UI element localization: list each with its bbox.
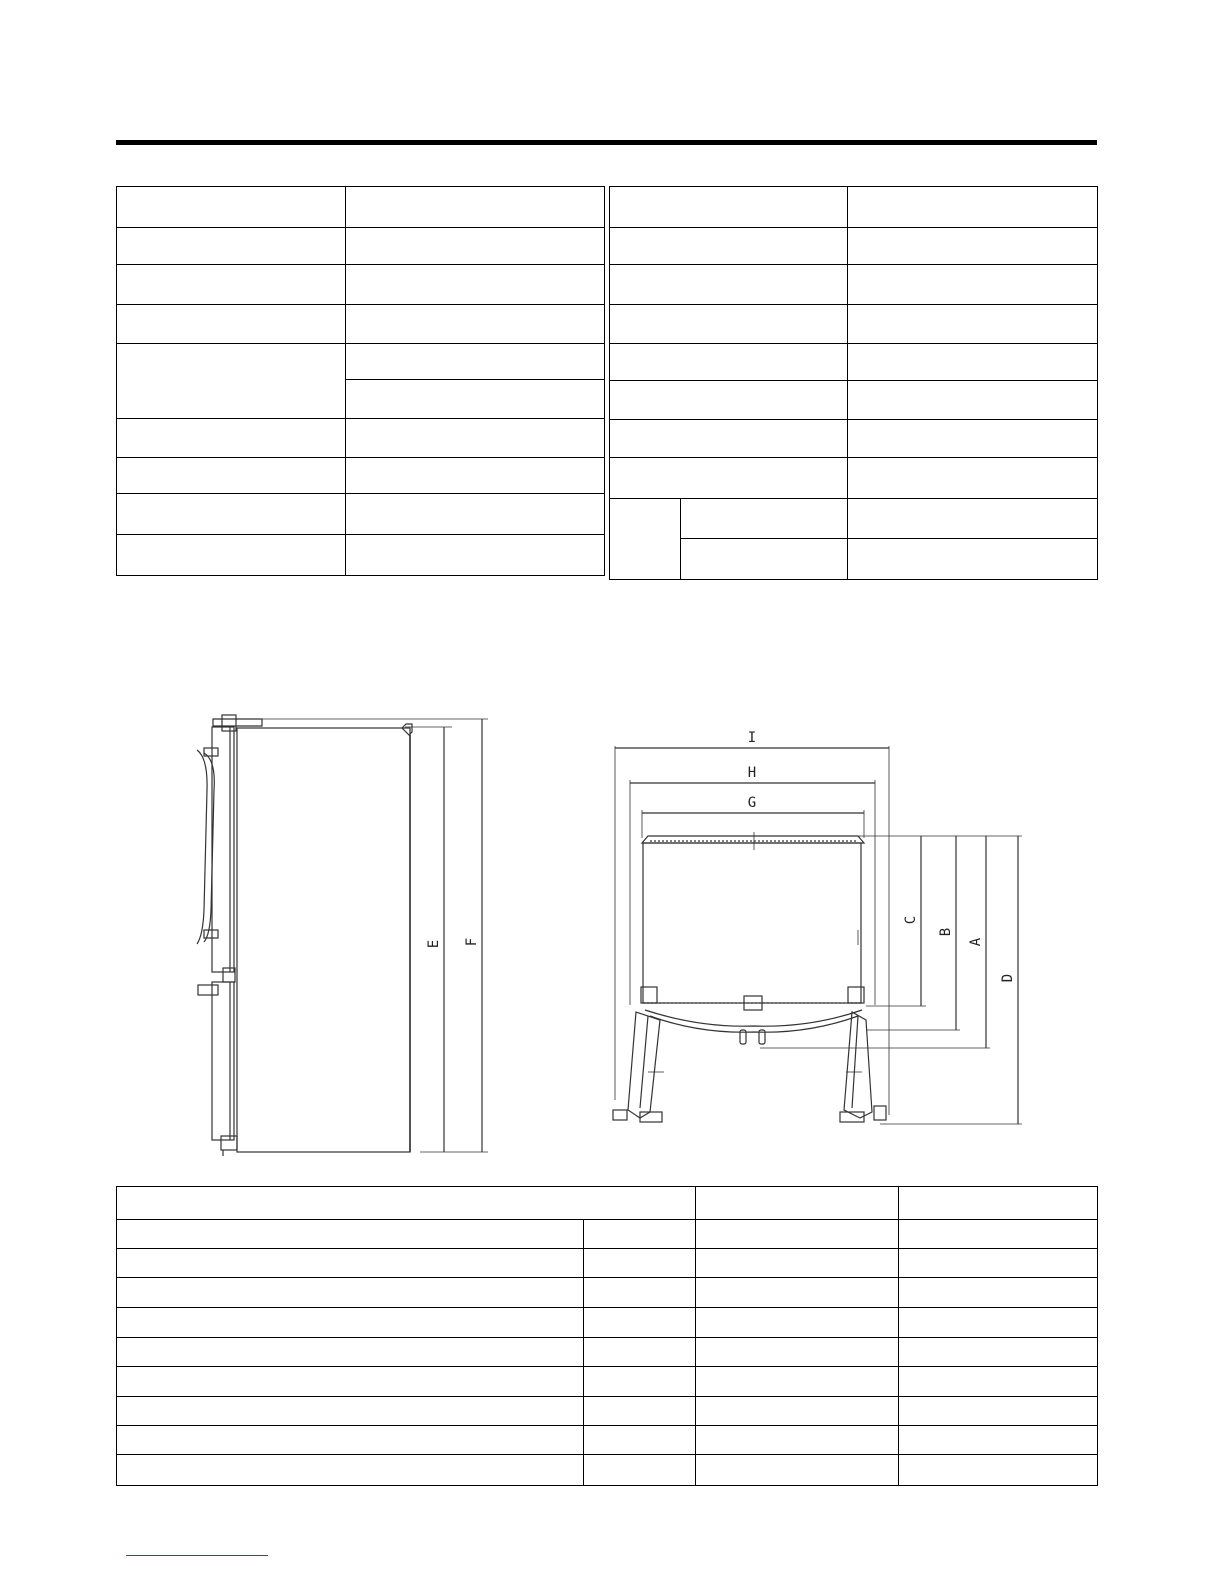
dim-header-cell <box>696 1187 899 1220</box>
footer-link-underline[interactable] <box>126 1555 268 1556</box>
dimension-label-i: I <box>747 730 757 746</box>
dim-cell <box>584 1455 696 1486</box>
dim-cell <box>696 1367 899 1397</box>
dim-cell <box>117 1308 584 1338</box>
dim-cell <box>584 1338 696 1367</box>
lower-door <box>212 982 234 1140</box>
dimensions-table <box>116 1186 1098 1486</box>
front-cabinet <box>643 843 861 1003</box>
dim-cell <box>584 1220 696 1249</box>
upper-door <box>212 727 234 972</box>
dimension-label-f: F <box>464 937 480 947</box>
dim-cell <box>584 1397 696 1426</box>
top-cover <box>213 719 262 726</box>
dimension-label-d: D <box>1000 973 1016 983</box>
side-cabinet <box>237 728 410 1152</box>
dim-cell <box>899 1367 1098 1397</box>
side-view-drawing <box>197 715 488 1156</box>
handle-mount-bottom <box>204 930 218 938</box>
dim-cell <box>584 1278 696 1308</box>
dim-header-cell <box>117 1187 696 1220</box>
dimension-label-h: H <box>747 765 757 781</box>
dim-cell <box>696 1338 899 1367</box>
dim-cell <box>584 1367 696 1397</box>
middle-hinge <box>223 968 235 982</box>
left-door-foot <box>613 1110 627 1120</box>
dim-cell <box>899 1455 1098 1486</box>
dim-cell <box>696 1455 899 1486</box>
dim-cell <box>117 1426 584 1455</box>
dim-cell <box>696 1308 899 1338</box>
lower-handle <box>198 985 218 995</box>
door-top-edge <box>642 836 864 843</box>
dim-header-cell <box>899 1187 1098 1220</box>
right-open-door <box>844 1012 872 1118</box>
dim-cell <box>117 1220 584 1249</box>
dim-cell <box>899 1278 1098 1308</box>
dimension-label-e: E <box>426 939 442 949</box>
dimension-label-b: B <box>938 927 954 937</box>
front-view-drawing <box>613 746 1022 1124</box>
dim-cell <box>899 1249 1098 1278</box>
dim-cell <box>696 1249 899 1278</box>
dim-cell <box>117 1249 584 1278</box>
dim-cell <box>899 1308 1098 1338</box>
dimension-label-c: C <box>903 915 919 925</box>
dim-cell <box>696 1426 899 1455</box>
dim-cell <box>117 1367 584 1397</box>
right-door-foot <box>874 1106 886 1120</box>
dim-cell <box>584 1249 696 1278</box>
dim-cell <box>899 1338 1098 1367</box>
dim-cell <box>584 1308 696 1338</box>
bottom-hinge <box>221 1136 237 1150</box>
dim-cell <box>696 1278 899 1308</box>
dim-cell <box>117 1278 584 1308</box>
dim-cell <box>696 1397 899 1426</box>
dim-cell <box>899 1397 1098 1426</box>
dimension-label-a: A <box>968 937 984 947</box>
dim-cell <box>899 1426 1098 1455</box>
dim-cell <box>696 1220 899 1249</box>
dimension-label-g: G <box>747 795 757 811</box>
dim-cell <box>117 1338 584 1367</box>
dim-cell <box>584 1426 696 1455</box>
dim-cell <box>117 1397 584 1426</box>
dim-cell <box>899 1220 1098 1249</box>
dim-cell <box>117 1455 584 1486</box>
